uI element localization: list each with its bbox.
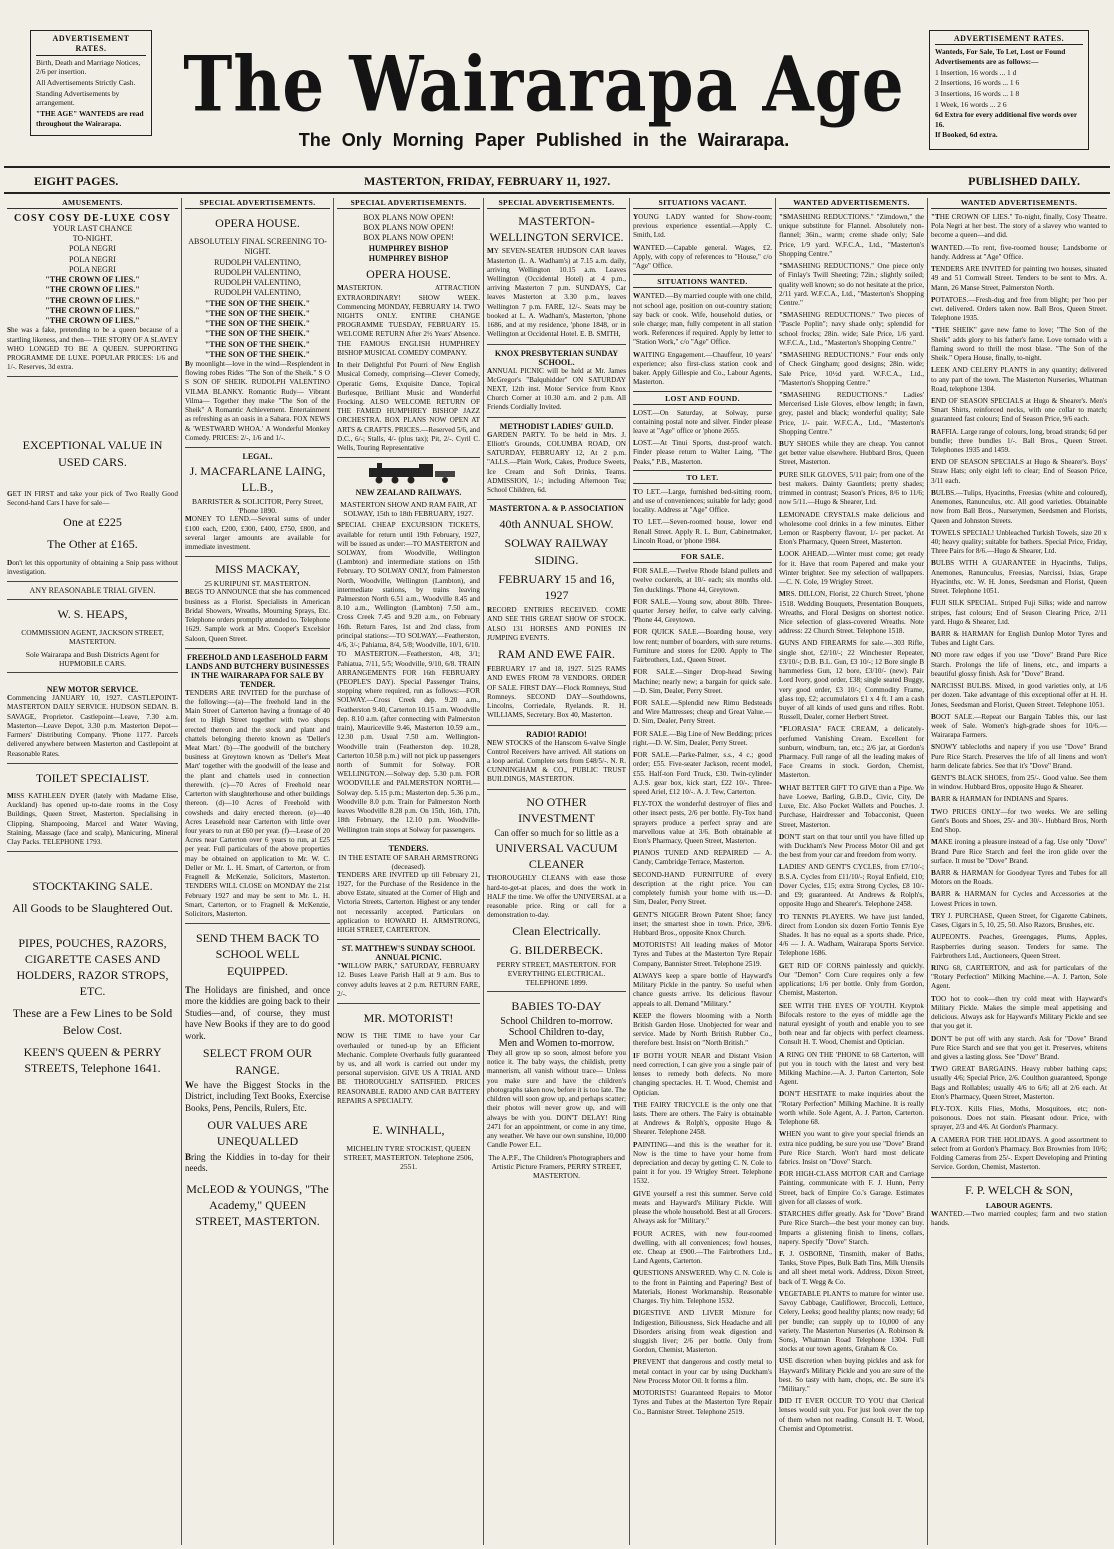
classified-ad: GIVE yourself a rest this summer. Serve cold meats and Hayward's Military Pickle. Will please the whole household. Best at all Grocers. Always ask for "Military.": [633, 1189, 772, 1226]
classified-ad: WANTED.—By married couple with one child, not school age, position on out-country station; say back or cook. Wife, household duties, or sole charge; man, fully competent in all station work. References if required. Apply by letter to "Station Work," c/o "Age" Office.: [633, 292, 772, 347]
show-fair-heading: MASTERTON SHOW AND RAM FAIR, AT SOLWAY, 15th to 18th FEBRUARY, 1927.: [340, 500, 477, 519]
photographer-name: The A.P.F., The Children's Photographers and Artistic Picture Framers, PERRY STREET, MASTERTON.: [488, 1153, 625, 1181]
bishop-name: HUMPHREY BISHOP: [368, 243, 449, 253]
money-to-lend: MONEY TO LEND.—Several sums of under £100 each, £200, £300, £400, £750, £800, and several larger amounts are available for immediate investment.: [185, 515, 330, 551]
classified-ad: DON'T be put off with any starch. Ask for "Dove" Brand Pure Rice Starch and see that you get it. Preserves, whitens and gives a lasting gloss. See "Dove" Brand.: [931, 1034, 1107, 1061]
classified-ad: PREVENT that dangerous and costly metal to metal contact in your car by using Duckham's New Process Motor Oil. It forms a film.: [633, 1358, 772, 1385]
school-text: Bring the Kiddies in to-day for their needs.: [185, 1151, 330, 1174]
classified-ad: TO TENNIS PLAYERS. We have just landed, direct from London six dozen Fortio Tennis Eye Shades. It has no equal as a sports shade. Price, 4/6 — J. A. Wadham, Wairarapa Sports Service. Telephone 1686.: [779, 912, 924, 958]
show-text: RECORD ENTRIES RECEIVED. COME AND SEE THIS GREAT SHOW OF STOCK. ALSO 131 HORSES AND PONIES IN JUMPING EVENTS.: [487, 606, 626, 642]
cosy-line: TO-NIGHT.: [72, 234, 113, 244]
car-price: One at £225: [63, 515, 122, 530]
classified-ad: IF BOTH YOUR NEAR and Distant Vision need correction, I can give you a single pair of lenses to remedy both defects. No more changing spectacles. H. T. Wood, Chemist and Optician.: [633, 1051, 772, 1097]
classified-ad: BARR & HARMAN for Cycles and Accessories at the Lowest Prices in town.: [931, 890, 1107, 908]
motor-service-title: NEW MOTOR SERVICE.: [46, 685, 139, 695]
classified-ad: BULBS.—Tulips, Hyacinths, Freesias (white and coloured), Anemones, Ranunculus, etc. All good varieties. Obtainable now from Ball Bros., Nurserymen, Seedsmen and Florists, Queen and Johnston Streets.: [931, 488, 1107, 525]
photo-text: They all grow up so soon, almost before you notice it. The baby ways, the childish, pretty mannerism, all vanish without trace— Unless you make sure and have the children's photographs taken now, before it is too late. The children will soon grow up, and perhaps scatter; their photos will never grow up, and will always be with you. DON'T DELAY! Ring 2471 for an appointment, or come in any time, any weather. We have our own sunshine, 10,000 Candle Power E.L.: [487, 1049, 626, 1150]
investment-headline: NO OTHER INVESTMENT: [518, 794, 595, 825]
fair-text: FEBRUARY 17 and 18, 1927. 5125 RAMS AND EWES FROM 78 VENDORS. ORDER OF SALE. FIRST DAY—Flock Romneys, Stud Romneys. SECOND DAY—Southdowns, Lincolns, Corriedale, Ryelands. R. H. WILLIAMS, Secretary. Box 40, Masterton.: [487, 665, 626, 720]
classified-ad: NO more raw edges if you use "Dove" Brand Pure Rice Starch. Prolongs the life of linens, etc., and imparts a beautiful glossy finish. Ask for "Dove" Brand.: [931, 651, 1107, 678]
classified-ad: BOOT SALE.—Repeat our Bargain Tables this, our last week of Sale. Women's high-grade shoes for 10/6.—Wairarapa Farmers.: [931, 712, 1107, 740]
newspaper-page: [4, 4, 1110, 1545]
electrician-address: PERRY STREET, MASTERTON. FOR EVERYTHING ELECTRICAL. TELEPHONE 1899.: [496, 959, 617, 987]
film-title: "THE CROWN OF LIES.": [45, 305, 140, 315]
opera-house-title: OPERA HOUSE.: [215, 216, 300, 230]
opera-house-text: MASTERTON. ATTRACTION EXTRAORDINARY! SHOW WEEK. Commencing MONDAY, FEBRUARY 14. TWO NIGHTS ONLY. ENTIRE CHANGE PROGRAMME TUESDAY, FEBRUARY 15. WELCOME RETURN After 2½ Years' Absence. THE FAMOUS ENGLISH HUMPHREY BISHOP MUSICAL COMEDY COMPANY.: [337, 284, 480, 357]
dateline: [4, 166, 1110, 194]
classified-ad: TO LET.—Seven-roomed house, lower end Renall Street. Apply R. L. Burr, Cabinetmaker, Lincoln Road, or 'phone 1984.: [633, 518, 772, 545]
classified-ad: GET RID OF CORNS painlessly and quickly. Our "Demon" Corn Cure requires only a few applications; 1/6 per bottle. Only from Gordon, Chemist, Masterton.: [779, 961, 924, 998]
pipes-note: These are a Few Lines to be Sold Below Cost.: [12, 1006, 173, 1037]
rates-line: 1 Insertion, 16 words ... 1 d: [935, 67, 1017, 77]
classified-ad: WANTED.—To rent, five-roomed house; Landsborne or handy. Address at "Age" Office.: [931, 243, 1107, 261]
agent-address: COMMISSION AGENT, JACKSON STREET, MASTERTON.: [21, 628, 164, 647]
vacuum-text: THOROUGHLY CLEANS with ease those hard-to-get-at places, and does the work in HALF the time. We offer the UNIVERSAL at a reasonable price. Ring or call for a demonstration to-day.: [487, 874, 626, 920]
classified-ad: RAFFIA. Large range of colours, long, broad strands; 6d per bundle; three bundles 1/-. Ball Bros., Queen Street. Telephones 1935 and 1459.: [931, 427, 1107, 455]
film-title: "THE CROWN OF LIES.": [45, 295, 140, 305]
toilet-specialist-title: TOILET SPECIALIST.: [35, 770, 150, 785]
classified-ad: SNOWY tablecloths and napery if you use "Dove" Brand Pure Rice Starch. Preserves the life of all linens and won't harm delicate fabrics. See that it's "Dove" Brand.: [931, 743, 1107, 770]
column-special-ads-1: [182, 198, 334, 1545]
masthead-tagline: The Only Morning Paper Published in the Wairarapa.: [298, 130, 790, 150]
classified-ad: A RING ON THE 'PHONE to 68 Carterton, will put you in touch with the latest and very best Milking Machine.—A. J. Parton Carterton, Sole Agent.: [779, 1050, 924, 1087]
film-title: "THE CROWN OF LIES.": [45, 316, 140, 326]
motorist-heading: MR. MOTORIST!: [363, 1011, 454, 1026]
classified-ad: TOO hot to cook—then try cold meat with Hayward's Military Pickle. Makes the simple meal appetising and delicious. Always ask for Hayward's Military Pickle and see that you get it.: [931, 994, 1107, 1031]
classified-ad: WAITING Engagement.—Chauffeur, 10 years' experience; also first-class station cook and baker. Apply Gillespie and Co., Labour Agents, Masterton.: [633, 350, 772, 387]
classified-ad: A CAMERA FOR THE HOLIDAYS. A good assortment to select from at Gordon's Pharmacy. Box Brownies from 10/6; Folding Cameras from 25/-. Expert Developing and Printing Service. Gordon, Chemist, Masterton.: [931, 1135, 1107, 1172]
trial-notice: ANY REASONABLE TRIAL GIVEN.: [29, 586, 156, 596]
classified-ad: BARR & HARMAN for English Dunlop Motor Tyres and Tubes and Light Cars.: [931, 629, 1107, 648]
classified-ad: LOOK AHEAD.—Winter must come; get ready for it. Have that room Papered and make your Winter brighter. See my selection of wallpapers.—C. N. Cole, 19 Wrigley Street.: [779, 550, 924, 587]
section-header: LOST AND FOUND.: [633, 391, 772, 405]
estate-text: TENDERS ARE INVITED up till February 21, 1927, for the Purchase of the Residence in the above Estate, situated at the Corner of High and Victoria Streets, Carterton. Highest or any tender not necessarily accepted. Particulars on application to HOWARD H. ARMSTRONG, HIGH STREET, CARTERTON.: [337, 870, 480, 935]
classified-ad: WHAT BETTER GIFT TO GIVE than a Pipe. We have Loewe, Barling, G.B.D., Civic, City, De Luxe, Etc. Also Pocket Wallets and Pouches. J. Purchase, Hairdresser and Tobacconist, Queen Street, Masterton.: [779, 783, 924, 829]
classified-ad: FLY-TOX. Kills Flies, Moths, Mosquitoes, etc; non-poisonous. Does not stain. Pleasant odour. Price, with sprayer, 2/3 and 4/6. At Gordon's Pharmacy.: [931, 1105, 1107, 1132]
agent-name: W. S. HEAPS,: [57, 607, 128, 622]
classified-ad: SEE WITH THE EYES OF YOUTH. Kryptok Bifocals restore to the eyes of middle age the natural eyesight of youth and enable you to see both near and far objects with perfect clearness. Consult H. T. Wood, Chemist and Optician.: [779, 1001, 924, 1047]
tenders-heading: TENDERS.: [388, 843, 429, 853]
rates-line: 1 Week, 16 words ... 2 6: [935, 99, 1007, 109]
film-title: "THE SON OF THE SHEIK.": [204, 329, 311, 339]
guild-text: GARDEN PARTY. To be held in Mrs. J. Elliott's Grounds, COLUMBA ROAD, ON SATURDAY, FEBRUARY 12, At 2 p.m. "ALLS.—Plain Work, Cakes, Produce Sweets, Ice Cream and Soft Drinks, Teams. ADMISSION, 1/-; including Afternoon Tea; School Children, 6d.: [487, 430, 626, 494]
show-heading: 40th ANNUAL SHOW.: [499, 517, 614, 532]
rates-line: 6d Extra for every additional five words over 16.: [935, 110, 1077, 129]
classified-ad: PIANOS TUNED AND REPAIRED — A. Candy, Cambridge Terrace, Masterton.: [633, 849, 772, 867]
tender-text: TENDERS ARE INVITED for the purchase of the following:—(a)—The freehold land in the Main Street of Carterton having a frontage of 40 feet to High Street together with two shops erected thereon and the stock and plant and chattels belonging thereto known as 'Deller's Meat Mart.' (b)—The goodwill of the butchery business at Greytown known as 'Deller's Meat Mart' together with the goodwill of the lease and the plant and chattels used in connection therewith. (c)—70 Acres of Freehold near Carterton with slaughterhouse and other buildings thereon. (d)—10 Acres of Freehold with cowsheds and dairy erected thereon. (e)—40 Acres Leasehold near Carterton with little over four years to run at £60 per year. (f)—Lease of 20 Acres near Carterton over 6 years to run, at £25 per year. Full particulars of the above properties may be obtained on application to Mr. W. C. Deller or Mr. L. H. Smart, of Carterton, or from Fragnell & McKenzie, Solicitors, Masterton. TENDERS WILL CLOSE on MONDAY the 21st February 1927 and may be sent to Mr. L. H. Smart, Carterton, or to Fragnell & McKenzie, Solicitors, Masterton.: [185, 688, 330, 918]
car-price: The Other at £165.: [47, 537, 138, 552]
school-headline: SEND THEM BACK TO SCHOOL WELL EQUIPPED.: [195, 931, 320, 978]
film-title: "THE CROWN OF LIES.": [45, 275, 140, 285]
classified-ad: FOR SALE.—Parke-Palmer, s.s., 4 c.; good order; £55. Five-seater Jackson, recent model, £55. Half-ton Ford Truck, £30. Twin-cylinder A.J.S. gear box, kick start, £22 10/-. Three-speed Ariel, £12 10/-. A. J. Tew, Carterton.: [633, 751, 772, 796]
box-plans: BOX PLANS NOW OPEN!: [363, 213, 454, 222]
photo-line: School Children to-day,: [508, 1027, 605, 1038]
photo-line: Men and Women to-morrow.: [498, 1038, 615, 1049]
for-sale-list: [633, 567, 772, 1417]
classified-ad: FLY-TOX the wonderful destroyer of flies and other insect pests, 2/6 per bottle. Fly-Tox hand sprayers produce a perfect spray and are marvellous value at 3/6. Both obtainable at Eton's Pharmacy, Queen Street, Masterton.: [633, 800, 772, 846]
column-header: AMUSEMENTS.: [7, 198, 178, 209]
classified-ad: WANTED.—Two married couples; farm and two station hands.: [931, 1209, 1107, 1227]
classified-ad: FOR SALE.—Young sow, about 80lb. Three-quarter Jersey heifer, to calve early calving. 'Phone 44, Greytown.: [633, 597, 772, 625]
school-values: OUR VALUES ARE UNEQUALLED: [207, 1118, 308, 1149]
film-title: "THE SON OF THE SHEIK.": [204, 349, 311, 359]
classified-ad: "FLORASIA" FACE CREAM, a delicately-perfumed Vanishing Cream. Excellent for sunburn, windburn, tan, etc.; 2/6 jar, at Gordon's Pharmacy. Full range of all the leading makes of Face Creams in stock. Gordon, Chemist, Masterton.: [779, 725, 924, 780]
legal-heading: LEGAL.: [242, 451, 273, 461]
rates-heading: ADVERTISEMENT RATES.: [935, 34, 1083, 45]
classified-ad: GUNS AND FIREARMS for sale.—.303 Rifle, single shot, £2/10/-; 22 Winchester Repeater, £3/10/-; D.B. B.L. Gun, £3 10/-; 12 Bore single B hammerless Gun, 12 bore, £3/10/- (new). Pair Lord Ivory, good order, £38; single seated Buggy, very good order, £3 10/-; Commodity Frame, glass top, £2; accumulators £1 x 4 ft. I am a cash buyer of all kinds of used guns and rifles. Robt. Russell, Dealer, corner Herbert Street.: [779, 639, 924, 722]
screening-note: ABSOLUTELY FINAL SCREENING TO-NIGHT.: [188, 237, 327, 257]
classified-ad: BARR & HARMAN for Goodyear Tyres and Tubes for all Motors on the Roads.: [931, 869, 1107, 887]
classified-ad: MAKE ironing a pleasure instead of a fag. Use only "Dove" Brand Pure Rice Starch and feel the iron glide over the surface. It must be "Dove" Brand.: [931, 838, 1107, 865]
classified-ad: WHEN you want to give your special friends an extra nice pudding, be sure you use "Dove" Brand Pure Rice Starch. Won't hard most delicate fabrics. Insist on "Dove" Starch.: [779, 1130, 924, 1166]
rates-line: Standing Advertisements by arrangement.: [36, 88, 120, 108]
classified-ad: WANTED.—Capable general. Wages, £2. Apply, with copy of references to "House," c/o "Age" Office.: [633, 243, 772, 271]
school-text: The Holidays are finished, and once more the kiddies are going back to their Studies—and, of course, they must have New Books if they are to do good work.: [185, 984, 330, 1041]
bishop-name: HUMPHREY BISHOP: [368, 253, 449, 263]
radio-text: NEW STOCKS of the Hanscom 6-valve Single Control Receivers have arrived. All stations on a loop aerial. Complete sets from £48/5/-. N. R. CUNNINGHAM & CO., PUBLIC TRUST BUILDINGS, MASTERTON.: [487, 738, 626, 784]
stocktaking-title: STOCKTAKING SALE.: [32, 879, 153, 894]
classified-ad: KEEP the flowers blooming with a North British Garden Hose. Unobjected for wear and service. Made by North British Rubber Co., therefore best. Insist on "North British.": [633, 1011, 772, 1048]
rates-line: All Advertisements Strictly Cash.: [36, 78, 136, 88]
classified-ad: LOST.—At Tinui Sports, dust-proof watch. Finder please return to Walter Laing, "The Peaks," P.B., Masterton.: [633, 439, 772, 466]
cosy-line: POLA NEGRI: [69, 244, 116, 254]
radio-heading: RADIO! RADIO!: [526, 729, 587, 739]
agent-note: Sole Wairarapa and Bush Districts Agent for HUPMOBILE CARS.: [25, 650, 160, 669]
classified-ad: FOR HIGH-CLASS MOTOR CAR and Carriage Painting, communicate with F. J. Hunn, Perry Street, back of Empire Co.'s Garage. Estimates given for all classes of work.: [779, 1170, 924, 1206]
toilet-specialist-text: MISS KATHLEEN DYER (lately with Madame Elise, Auckland) has opened up-to-date rooms in the Cosy Buildings, Queen Street, Masterton. Specialising in Clipping, Shampooing, Marcel and Water Waving, Staining, Massage (face and scalp), Manicuring, Mineral Clay Packs. TELEPHONE 1793.: [7, 791, 178, 847]
used-cars-intro: GET IN FIRST and take your pick of Two Really Good Second-hand Cars I have for sale—: [7, 489, 178, 508]
school-text: We have the Biggest Stocks in the District, including Text Books, Exercise Books, Pens, Pencils, Rulers, Etc.: [185, 1079, 330, 1113]
classified-ad: TO LET.—Large, furnished bed-sitting room, and use of conveniences; suitable for lady; good locality. Address at "Age" Office.: [633, 487, 772, 515]
column-header: WANTED ADVERTISEMENTS.: [931, 198, 1107, 209]
classified-ad: LOST.—On Saturday, at Solway, purse containing postal note and silver. Finder please leave at "Age" office or 'phone 2655.: [633, 408, 772, 435]
classified-ad: PURE SILK GLOVES, 5/11 pair; from one of the best makers. Dainty Gauntlets; pretty shades; trimmed in contrast; Season's Prices, 8/6 to 11/6; now 5/11.—Hugo & Shearer, Ltd.: [779, 470, 924, 507]
solicitor-details: BARRISTER & SOLICITOR, Perry Street, 'Phone 1890.: [191, 497, 324, 516]
school-range: SELECT FROM OUR RANGE.: [202, 1046, 313, 1077]
classified-ad: "SMASHING REDUCTIONS." Four ends only of Check Gingham; good designs; 28in. wide; Sale Price, 10½d yard. W.F.C.A., Ltd., "Masterton's Shopping Centre.": [779, 351, 924, 387]
classified-ad: TRY J. PURCHASE, Queen Street, for Cigarette Cabinets, Cases, Cigars in 5, 10, 25, 50. Also Razors, Brushes, etc.: [931, 911, 1107, 930]
column-amusements: [4, 198, 182, 1545]
film-title: "THE SON OF THE SHEIK.": [204, 308, 311, 318]
florist-text: BEGS TO ANNOUNCE that she has commenced business as a Florist. Specialists in American Bridal Showers, Wreaths, Mourning Sprays, Etc. Telephone orders promptly attended to. Telephone 1629. Sample work at Mrs. Cooper's Excelsior Saloon, Queen Street.: [185, 588, 330, 643]
show-dates: FEBRUARY 15 and 16, 1927: [498, 571, 615, 602]
section-header: TO LET.: [633, 470, 772, 484]
classified-ad: STARCHES differ greatly. Ask for "Dove" Brand Pure Rice Starch—the best your money can buy. Imparts a glistening finish to linens, collars, napery. Specify "Dove" Starch.: [779, 1210, 924, 1246]
section-header: SITUATIONS WANTED.: [633, 274, 772, 288]
opera-house-text: In their Delightful Pot Pourri of New English Musical Comedy, comprising—Clever Comedy, Operatic Gems, Exquisite Dance, Topical Burlesque, Brilliant Music and Wonderful Frocking. ALSO WELCOME RETURN OF THE FAMED HUMPHREY BISHOP JAZZ ORCHESTRA. BOX PLANS NOW OPEN AT ARTS & CRAFTS. PRICES.—Reserved 5/6, and D.C., 6/-; Stalls, 4/- (plus tax); Pit, 2/-. Cyril C. Wells, Touring Representative: [337, 361, 480, 453]
column-header: SITUATIONS VACANT.: [633, 198, 772, 209]
advertisement-rates-right: [929, 30, 1089, 150]
used-cars-headline: EXCEPTIONAL VALUE IN USED CARS.: [22, 438, 163, 469]
classified-ad: YOUNG LADY wanted for Show-room; previous experience essential.—Apply C. Smith, Ltd.: [633, 213, 772, 240]
classified-ad: VEGETABLE PLANTS to mature for winter use. Savoy Cabbage, Cauliflower, Broccoli, Lettuce, Celery, Leeks; good healthy plants; now ready; 6d per bundle; can supply up to 10,000 of any variety. The Masterton Nurseries (A. Robinson & Sons), Whatman Road Telephone 1304. Full stocks at our town agents, Graham & Co.: [779, 1289, 924, 1354]
picnic-heading: ST. MATTHEW'S SUNDAY SCHOOL ANNUAL PICNIC.: [341, 944, 476, 963]
classified-ad: END OF SEASON SPECIALS at Hugo & Shearer's. Boys' Straw Hats; only eight left to clear; End of Season Price, 3/11 each.: [931, 458, 1107, 485]
publication-frequency: PUBLISHED DAILY.: [968, 174, 1080, 188]
classified-ad: DON'T HESITATE to make inquiries about the "Rotary Perfection" Milking Machine. It is really worth while. Sole Agent, A. J. Parton, Carterton. Telephone 68.: [779, 1090, 924, 1127]
rates-line: If Booked, 6d extra.: [935, 130, 998, 140]
association-heading: MASTERTON A. & P. ASSOCIATION: [489, 504, 624, 514]
rates-line: 2 Insertions, 16 words ... 1 6: [935, 78, 1020, 88]
classified-ad: PAINTING—and this is the weather for it. Now is the time to have your home from depreciation and decay by getting C. N. Cole to paint it for you. 19 Wrigley Street. Telephone 1532.: [633, 1140, 772, 1186]
classified-ad: DIGESTIVE AND LIVER Mixture for Indigestion, Biliousness, Sick Headache and all Disorders arising from weak digestion and sluggish liver; 2/6 per bottle. Only from Gordon, Chemist, Masterton.: [633, 1309, 772, 1355]
cosy-theatre-title: COSY COSY DE-LUXE COSY: [13, 213, 172, 224]
classified-ad: FUJI SILK SPECIAL. Striped Fuji Silks; wide and narrow stripes, fast colours; End of Season Clearing Price, 2/11 yard. Hugo & Shearer, Ltd.: [931, 599, 1107, 626]
classified-ad: GENT'S NIGGER Brown Patent Shoe; fancy inset; the smartest shoe in town. Price, 39/6. Hubbard Bros., opposite Knox Church.: [633, 910, 772, 937]
classified-ad: "THE CROWN OF LIES." To-night, finally, Cosy Theatre. Pola Negri at her best. The story of a slavey who wanted to become a queen—and did.: [931, 213, 1107, 240]
electrician-name: G. BILDERBECK.: [510, 942, 603, 957]
column-header: SPECIAL ADVERTISEMENTS.: [487, 198, 626, 209]
florist-address: 25 KURIPUNI ST. MASTERTON.: [204, 579, 311, 589]
classified-ad: RING 68, CARTERTON, and ask for particulars of the "Rotary Perfection" Milking Machine.—A. J. Parton, Sole Agent.: [931, 963, 1107, 991]
classified-ad: FOR SALE.—Singer Drop-head Sewing Machine; nearly new; a bargain for quick sale.—D. Sim, Dealer, Perry Street.: [633, 668, 772, 695]
classified-ad: "SMASHING REDUCTIONS." Two pieces of "Pascle Poplin"; navy shade only; splendid for school frocks; 28in. wide; Sale Price, 1/6 yard. W.F.C.A., Ltd., "Masterton's Shopping Centre.": [779, 311, 924, 347]
classified-ad: SECOND-HAND FURNITURE of every description at the right price. You can completely furnish your home with us.—D. Sim, Dealer, Perry Street.: [633, 870, 772, 907]
advertisement-rates-left: [30, 30, 152, 136]
garage-address: MICHELIN TYRE STOCKIST, QUEEN STREET, MASTERTON. Telephone 2506, 2551.: [343, 1144, 474, 1172]
classified-ad: MRS. DILLON, Florist, 22 Church Street, 'phone 1518. Wedding Bouquets, Presentation Bouquets, Wreaths, and Floral Designs on shortest notice. Nice selection of glass-covered Wreaths. Note address: 22 Church Street. Telephone 1518.: [779, 590, 924, 636]
page-count: EIGHT PAGES.: [34, 174, 119, 188]
car-service-heading: MASTERTON-WELLINGTON SERVICE.: [489, 214, 624, 245]
picnic-text: "WILLOW PARK," SATURDAY, FEBRUARY 12. Buses Leave Parish Hall at 9 a.m. Bus to convey adults leaves at 2 p.m. RETURN FARE, 2/-.: [337, 962, 480, 998]
star-name: RUDOLPH VALENTINO,: [214, 257, 301, 267]
motorist-text: NOW IS THE TIME to have your Car overhauled or tuned-up by an Efficient Mechanic. Complete Overhauls fully guaranteed by us, and all work is carried out under my personal supervision. GIVE US A TRIAL AND BE THOROUGHLY SATISFIED. PRICES REASONABLE. RADIO AND CAR BATTERY REPAIRS A SPECIALTY.: [337, 1032, 480, 1105]
solicitor-name: J. MACFARLANE LAING, LL.B.,: [189, 463, 326, 495]
estate-heading: IN THE ESTATE OF SARAH ARMSTRONG (deceased).: [338, 852, 479, 871]
cosy-line: POLA NEGRI: [69, 264, 116, 274]
column-special-ads-3: [484, 198, 630, 1545]
classified-ad: LEMONADE CRYSTALS make delicious and wholesome cool drinks in a few minutes. Either Lemon or Raspberry flavour, 1/- per packet. At Eton's Pharmacy, Queen Street, Masterton.: [779, 510, 924, 547]
film-title: "THE SON OF THE SHEIK.": [204, 319, 311, 329]
opera-house-title: OPERA HOUSE.: [366, 267, 451, 282]
column-header: SPECIAL ADVERTISEMENTS.: [185, 198, 330, 209]
box-plans: BOX PLANS NOW OPEN!: [363, 233, 454, 243]
classified-ad: ALWAYS keep a spare bottle of Hayward's Military Pickle in the pantry. So useful when chance guests arrive. Its delicious flavour appeals to all. Demand "Military.": [633, 971, 772, 1008]
rates-line: 3 Insertions, 16 words ... 1 8: [935, 88, 1020, 98]
classified-ad: "SMASHING REDUCTIONS." "Zimdown," the unique substitute for Flannel. Absolutely non-flannel; 36in., warm; creme shade only; Sale Price, 1/9 yard. W.F.C.A., Ltd., "Masterton's Shopping Centre.": [779, 213, 924, 258]
car-service-text: MY SEVEN-SEATER HUDSON CAR leaves Masterton (L. A. Wadham's) at 7.15 a.m. daily, arriving Wellington 10.15 a.m. Leaves Wellington (Occidental Hotel) at 4 p.m., arriving Masterton 7 p.m. SUNDAYS, Car leaves Masterton at 3.30 p.m., leaves Wellington 7 p.m. FARE, 12/-. Seats may be booked at L. A. Wadham's, Masterton, 'phone 1686, and at my residence, 'phone 1848, or in Wellington at Occidental Hotel. E. B. SMITH,: [487, 247, 626, 339]
locomotive-icon: [359, 462, 459, 484]
film-title: "THE CROWN OF LIES.": [45, 285, 140, 295]
rates-line: Birth, Death and Marriage Notices, 2/6 per insertion.: [36, 57, 141, 77]
classified-ad: QUESTIONS ANSWERED. Why C. N. Cole is to the front in Painting and Papering? Best of Materials, Honest Workmanship. Reasonable Charges. Try him. Telephone 1532.: [633, 1269, 772, 1306]
classified-ad: LADIES' AND GENT'S CYCLES, from £7/10/-; B.S.A. Cycles from £11/10/-; Royal Enfield, £10; Dover Cycles, £15; extra Strong Cycles, £8 10/- and £9; guaranteed. At Andrews & Rolph's, opposite Hugo and Shearer's. Telephone 2458.: [779, 863, 924, 909]
classified-ad: BUY SHOES while they are cheap. You cannot get better value elsewhere. Hubbard Bros, Queen Street, Masterton.: [779, 440, 924, 467]
column-special-ads-2: [334, 198, 484, 1545]
photo-line: School Children to-morrow.: [500, 1016, 613, 1027]
investment-sub: Can offer so much for so little as a: [494, 827, 619, 838]
rates-line: Wanteds, For Sale, To Let, Lost or Found Advertisements are as follows:—: [935, 47, 1066, 67]
box-plans: BOX PLANS NOW OPEN!: [363, 223, 454, 233]
keens-address: KEEN'S QUEEN & PERRY STREETS, Telephone 1641.: [23, 1044, 162, 1075]
column-header: SPECIAL ADVERTISEMENTS.: [337, 198, 480, 209]
vacuum-slogan: Clean Electrically.: [512, 924, 601, 939]
railways-heading: NEW ZEALAND RAILWAYS.: [355, 488, 462, 498]
knox-text: ANNUAL PICNIC will be held at Mr. James McGregor's "Balquhidder" ON SATURDAY NEXT, 12th inst. Motor Service from Knox Church Corner at 10.30 a.m. and 2 p.m. All Friends Cordially Invited.: [487, 366, 626, 412]
classified-ad: TENDERS ARE INVITED for painting two houses, situated 49 and 51 Cornwall Street. Tenders to be sent to Mrs. A. Mann, 26 Manse Street, Palmerston North.: [931, 265, 1107, 292]
masthead-title: The Wairarapa Age: [183, 39, 905, 129]
stocktaking-text: All Goods to be Slaughtered Out.: [12, 901, 173, 916]
garage-name: E. WINHALL,: [372, 1123, 445, 1138]
classified-ad: END OF SEASON SPECIALS at Hugo & Shearer's. Men's Smart Shirts, reinforced necks, with one collar to match; guaranteed fast colours; End of Season Price, 9/6 each.: [931, 396, 1107, 424]
classified-ad: MOTORISTS! All leading makes of Motor Tyres and Tubes at the Masterton Tyre Repair Company, Bannister Street. Telephone 2519.: [633, 941, 772, 968]
cosy-line: YOUR LAST CHANCE: [52, 224, 133, 233]
classified-ad: "SMASHING REDUCTIONS." One piece only of Finlay's Twill Sheeting; 72in.; slightly soiled; quality well known; so do not hesitate at the price, 2/11 yard. W.F.C.A., Ltd., "Masterton's Shopping Centre.": [779, 262, 924, 307]
film-blurb: She was a fake, pretending to be a queen because of a startling likeness, and then— THE STORY OF A SLAVEY WHO LONGED TO BE A QUEEN. SUPPORTING PROGRAMME DE LUXE. POPULAR PRICES: 1/6 and 1/-. Reserves, 3d extra.: [7, 326, 178, 372]
florist-name: MISS MACKAY,: [215, 562, 300, 577]
labour-agent-name: F. P. WELCH & SON,: [965, 1182, 1073, 1197]
classified-ad: DID IT EVER OCCUR TO YOU that Clerical lenses would suit you. For just look over the top of them when not reading. Consult H. T. Wood, Chemist and Optometrist.: [779, 1397, 924, 1433]
siding-heading: SOLWAY RAILWAY SIDING.: [504, 536, 609, 567]
classified-ad: FOR SALE.—Twelve Rhode Island pullets and twelve cockerels, at 10/- each; six months old. Ten ducklings. 'Phone 44, Greytown.: [633, 567, 772, 594]
classified-ad: "THE SHEIK" gave new fame to love; "The Son of the Sheik" adds glory to his father's fame. Love tornado with a flaming sword to thrill the most blase. "The Son of the Sheik." Opera House, finally, to-night.: [931, 326, 1107, 363]
column-header: WANTED ADVERTISEMENTS.: [779, 198, 924, 209]
railways-text: SPECIAL CHEAP EXCURSION TICKETS, available for return until 19th February, 1927, will be issued as under:—TO MASTERTON and SOLWAY, from Woodville, Wellington (Lambton) and intermediate stations on 15th February. TO SOLWAY ONLY, from Palmerston North, Woodville, Wellington (Lambton), and intermediate stations, by trains leaving Palmerston North 6.51 a.m., Woodville 8.45 and 8.10 a.m., Wellington (Lambton) 7.50 a.m., Cross Creek 7.45 and 9.20 a.m., on February 16th. Return Fares, 1st and 2nd class, from principal stations:—TO SOLWAY.—Featherston, 4/6, 3/-; Pahiatua, 8/4, 5/8; Woodville, 10/1, 6/10. TO MASTERTON.—Featherston, 4/8, 3/1; Pahiatua, 7/11, 5/5; Woodville, 9/10, 6/8. TRAIN ARRANGEMENTS FOR 16th FEBRUARY (PEOPLE'S DAY). Special Passenger Trains, stopping where required, run as follows:—FOR SOLWAY.—Cross Creek dep. 9.20 a.m., Featherston 9.40, Carterton 10.15 a.m. Woodville dep. 8.10 a.m. (after connecting with Palmerston train), Mauriceville 9.46, Masterton 10.59 a.m., 12.30 p.m. Usual 7.50 a.m. Wellington-Woodville train (Featherston dep. 10.28, Carterton 10.58 p.m.) will not pick up passengers north of Summit for Solway. FOR WELLINGTON.—Solway dep. 5.30 p.m. FOR WOODVILLE and PALMERSTON NORTH.—Solway dep. 5.15 p.m.; Masterton dep. 5.36 p.m., Woodville 8.0 p.m. Train for Palmerston North leaves Woodville 8.28 p.m. On 15th, 16th, 17th, 18th February, the 12.10 p.m. Woodville-Wellington train stops at Solway for passengers.: [337, 521, 480, 834]
classified-ad: FOR QUICK SALE.—Boarding house, very low rent; number of boarders, with sure returns. Furniture and stores for £200. Apply to The Fairbrothers, Ltd., Queen Street.: [633, 628, 772, 665]
classified-ad: BARR & HARMAN for INDIANS and Spares.: [931, 795, 1069, 804]
guild-heading: METHODIST LADIES' GUILD.: [499, 421, 614, 431]
labour-agent-title: LABOUR AGENTS.: [985, 1200, 1053, 1210]
classified-ad: TOWELS SPECIAL! Unbleached Turkish Towels, size 20 x 40; heavy quality; suitable for bathers. Special Price, Friday, Three Pairs for 8/6.—Hugo & Shearer, Ltd.: [931, 528, 1107, 556]
film-title: "THE SON OF THE SHEIK.": [204, 298, 311, 308]
column-situations: [630, 198, 776, 1545]
classified-ad: NARCISSI BULBS. Mixed, in good varieties only, at 1/6 per dozen. Take advantage of this exceptional offer at H. H. Jones, Seedsman and Florist, Queen Street. Telephone 1051.: [931, 682, 1107, 709]
pipes-list: PIPES, POUCHES, RAZORS, CIGARETTE CASES AND HOLDERS, RAZOR STROPS, ETC.: [16, 935, 169, 999]
knox-heading: KNOX PRESBYTERIAN SUNDAY SCHOOL.: [494, 348, 619, 367]
classified-ad: "SMASHING REDUCTIONS." Ladies' Mercerised Lisle Gloves, elbow length; in fawn, grey, pastel and black; wonderful quality; Sale Price, 1/- pair. W.F.C.A., Ltd., "Masterton's Shopping Centre.": [779, 390, 924, 436]
star-name: RUDOLPH VALENTINO,: [214, 267, 301, 277]
rates-heading: ADVERTISEMENT RATES.: [36, 34, 146, 56]
tender-heading: FREEHOLD AND LEASEHOLD FARM LANDS AND BUTCHERY BUSINESSES IN THE WAIRARAPA FOR SALE BY TENDER.: [185, 652, 330, 689]
section-header: FOR SALE.: [633, 549, 772, 563]
fair-heading: RAM AND EWE FAIR.: [497, 647, 616, 661]
motor-service-text: Commencing JANUARY 10, 1927. CASTLEPOINT-MASTERTON DAILY SERVICE. HUDSON SEDAN. B. SAVAGE, Proprietor. Castlepoint—Leave, 7.30 a.m. Masterton—Leave Depot, 3.30 p.m. Masterton Depot—Farmers' Distributing Company. 'Phone 1177. Parcels delivered anywhere between Masterton and Castlepoint at Reasonable Rates.: [7, 694, 178, 758]
classified-ad: DON'T start on that tour until you have filled up with Duckham's New Process Motor Oil and get the best from your car and freedom from worry.: [779, 832, 924, 860]
bookseller-name: McLEOD & YOUNGS, "The Academy," QUEEN STREET, MASTERTON.: [186, 1181, 329, 1229]
photo-headline: BABIES TO-DAY: [511, 998, 602, 1013]
classified-ad: BULBS WITH A GUARANTEE in Hyacinths, Tulips, Anemones, Ranunculus, Freesias, Narcissi, Ixias, Grape Hyacinths, etc. W. H. Jones, Seedsman and Florist, Queen Street. Telephone 1051.: [931, 559, 1107, 596]
classified-ad: LEEK AND CELERY PLANTS in any quantity; delivered to any part of the town. The Masterton Nurseries, Whatman Road, telephone 1304.: [931, 366, 1107, 393]
column-wanted-2: [928, 198, 1110, 1545]
classified-ad: FOUR ACRES, with new four-roomed dwelling, with all conveniences; fowl houses, etc. Cheap at £900.—The Fairbrothers Ltd., Land Agents, Carterton.: [633, 1229, 772, 1266]
classified-ad: GENT'S BLACK SHOES, from 25/-. Good value. See them in window. Hubbard Bros, opposite Hugo & Shearer.: [931, 774, 1107, 792]
classified-ad: TWO PRICES ONLY—for two weeks. We are selling Gent's Boots and Shoes, 25/- and 30/-. Hubbard Bros, North End Shop.: [931, 807, 1107, 835]
used-cars-note: Don't let this opportunity of obtaining a Snip pass without investigation.: [7, 558, 178, 576]
columns: [4, 198, 1110, 1545]
classified-ad: USE discretion when buying pickles and ask for Hayward's Military Pickle and you are sure of the best. So tasty with ham, chops, etc. Be sure it's "Military.": [779, 1357, 924, 1394]
classified-ad: POTATOES.—Fresh-dug and free from blight; per 'hoo per cwt. delivered. Orders taken now. Ball Bros, Queen Street. Telephone 1935.: [931, 295, 1107, 323]
classified-ad: FOR SALE.—Big Line of New Bedding; prices right.—D. W. Sim, Dealer, Perry Street.: [633, 729, 772, 747]
star-name: RUDOLPH VALENTINO,: [214, 288, 301, 298]
film-title: "THE SON OF THE SHEIK.": [204, 339, 311, 349]
film-blurb: By moonlight—love in the wind—Resplendent in flowing robes Rides "The Son of the Sheik." S O S SON OF SHEIK. RUDOLPH VALENTINO VILMA BLANKY. Romantic Rudy— Vibrant Vilma— Together they make "The Son of the Sheik" A Romantic Achievement. Entertainment as refreshing as an oasis in a Sahara. FOX NEWS & 'WESTWARD WHOA.' A Wonderful Monkey Comedy. PRICES: 2/-, 1/6 and 1/-.: [185, 360, 330, 442]
vacuum-headline: UNIVERSAL VACUUM CLEANER: [495, 840, 618, 872]
classified-ad: F. J. OSBORNE, Tinsmith, maker of Baths, Tanks, Stove Pipes, Bulk Bath Tins, Milk Utensils and all sheet metal work. Address, Dixon Street, back of T. Wegg & Co.: [779, 1249, 924, 1286]
classified-ad: MOTORISTS! Guaranteed Repairs to Motor Tyres and Tubes at the Masterton Tyre Repair Co., Bannister Street. Telephone 2519.: [633, 1389, 772, 1416]
classified-ad: TWO GREAT BARGAINS. Heavy rubber bathing caps; usually 4/6; Special Price, 2/6. Coulthon guaranteed, Sponge Bags and Rollables; usually 4/6 to 6/6; all at 2/6 each. At Eton's Pharmacy, Queen Street, Masterton.: [931, 1065, 1107, 1101]
classified-ad: THE FAIRY TRICYCLE is the only one that lasts. There are others. The Fairy is obtainable at Andrews & Rolph's, opposite Hugo & Shearer. Telephone 2458.: [633, 1100, 772, 1137]
column-wanted-1: [776, 198, 928, 1545]
star-name: RUDOLPH VALENTINO,: [214, 278, 301, 288]
classified-ad: AUPEONTS. Peaches, Greengages, Plums, Apples, Raspberries during season. Tenders for same. The Fairbrothers Ltd., Auctioneers, Queen Street.: [931, 933, 1107, 960]
cosy-line: POLA NEGRI: [69, 254, 116, 264]
issue-date: MASTERTON, FRIDAY, FEBRUARY 11, 1927.: [364, 174, 611, 188]
rates-line: "THE AGE" WANTEDS are read throughout the Wairarapa.: [36, 108, 144, 128]
classified-ad: FOR SALE.—Splendid new Rimu Bedsteads and Wire Mattresses; cheap and Great Value.—D. Sim, Dealer, Perry Street.: [633, 698, 772, 726]
